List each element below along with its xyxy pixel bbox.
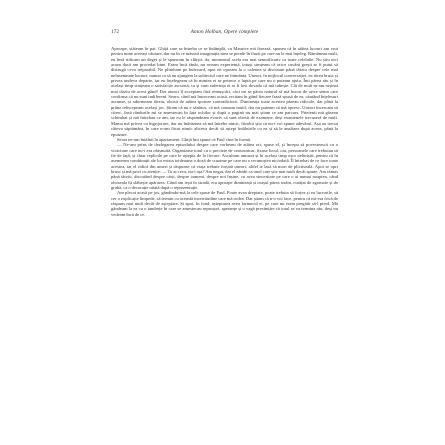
page-number: 172 — [111, 29, 120, 35]
paragraph: Aproape, stăteam în pat. Ghiță care se întreba ce se întâmplă, cu Maurice mă fixează, spunea că în atâtea lucruri am vrut pentru mine aceeași căutare, dar nu în ce măsură imaginația mea se pierde în iluzii pe care nu le mai înțeleg. Rămâneau mult, eu însă ridicam un deget și le spuneam în sfârșit: da, momentul acela era mai semnificativ ca toate celelalte. Nu știu nici acum dacă am procedat bine. Eram încă tânăr, nu aveam experiență, totuși simțeam că orice cuvânt greșit ar fi putut să distrugă ceva ireparabil. Ne plimbam pe bulevard, apoi ne opream la o cafenea și discutam până târziu despre cele mai neînsemnate lucruri, numai ca să nu ajungem la subiectul care ne frământa. Uneori, în mijlocul conversației, ea tăcea brusc și privea undeva departe, iar eu înțelegeam că în mintea ei se petrece o luptă pe care nu o puteam ajuta. Îmi părea rău și în același timp simțeam o satisfacție ascunsă, ca și cum suferința ei ar fi fost dovada că mă iubește. Cât de mult m-am rușinat mai târziu de acest gând! Dar atunci îl acceptam fără remușcări, căci mi se părea natural să mă bucur de orice semn care confirma că nu sunt indiferent. Seara, când mă întorceam acasă, recitam în gând fiecare frază spusă de ea, căutând înțelesuri ascunse, și adormeam târziu, obosit de atâtea ipoteze contradictorii. Dimineața toate acestea păreau ridicole, dar până la prânz reîncepeam același joc. Știam că nu e sănătos, că mă consum inutil, dar nu puteam să mă opresc. Uneori încercam să citesc, însă rândurile mi se amestecau în fața ochilor și după o pagină nu mai știam ce am parcurs. Prietenii mă găseau schimbat și mă întrebau ce am, iar eu le răspundeam evaziv că sunt obosit de examene, deși examenele trecuseră de mult. Mama mă privea cu îngrijorare, dar nu îndrăznea să mă întrebe nimic, fiindcă știa că nu-i voi spune adevărul. Așa au trecut câteva săptămâni, în care n-am făcut nimic altceva decât să aștept întâlnirile cu ea și să le analizez după aceea, până la epuizare. — [111, 46, 338, 137]
paragraph: Seara ne-am întâlnit în apartament. Ghiță îmi spune că Paul vine în formă. — [117, 136, 252, 142]
running-head: Anton Holban, Opere complete — [190, 29, 259, 35]
page-body — [111, 46, 338, 414]
paragraph: Am plecat acasă pe jos, gândindu-mă la cele spuse de Paul. Poate avea dreptate, poate trebuia să forțez și eu lucrurile, să cer o explicație limpede, să termin cu această incertitudine care mă rodea. Dar știam că n-o voi face, pentru că mi-era frică de răspuns mai mult decât de așteptare. Și apoi, în fond, așteptarea avea farmecul ei, pe care nu eram pregătit să-l pierd. Mă gândeam la ea cu o tandrețe în care se amestecau reproșuri, speranțe și o vagă presimțire că totul se va termina rău, deși nu vedeam încă de ce. — [111, 190, 338, 217]
paragraph: — Ne-am prins de dezlegarea episodului despre care vorbeam de atâtea ori, spuse el, și începu să povestească cu o vioiciune care nu-i era obișnuită. Organizase totul cu o precizie de ceasornicar, fixase locul, ora, persoanele care trebuiau să fie de față, și chiar replicile pe care le aștepta de la fiecare. Ascultam amuzat și în același timp ușor neliniștit, pentru că în asemenea combinații ale lui exista totdeauna o doză de cruzime pe care nu o recunoștea niciodată. Îl întrebai de ce face toate acestea, iar el ridică din umeri și răspunse că viața trebuie forțată uneori, altfel te lasă să mori de plictiseală. Apoi se opri brusc și mă privi cu atenție: — Tu ai ceva, nu-i așa? Am negat, dar el zâmbi ca unul care știe mai mult decât spune. Am rămas până târziu, discutând despre cărți, despre oameni, despre noi înșine, cu acea sinceritate pe care o ai numai noaptea, când oboseala îți slăbește apărarea. Când am ieșit în stradă, era aproape dimineață și orașul părea străin, curățat de zgomote și de grabă, ca o decorație uitată după o reprezentație. — [111, 142, 338, 190]
page-header — [111, 29, 338, 41]
